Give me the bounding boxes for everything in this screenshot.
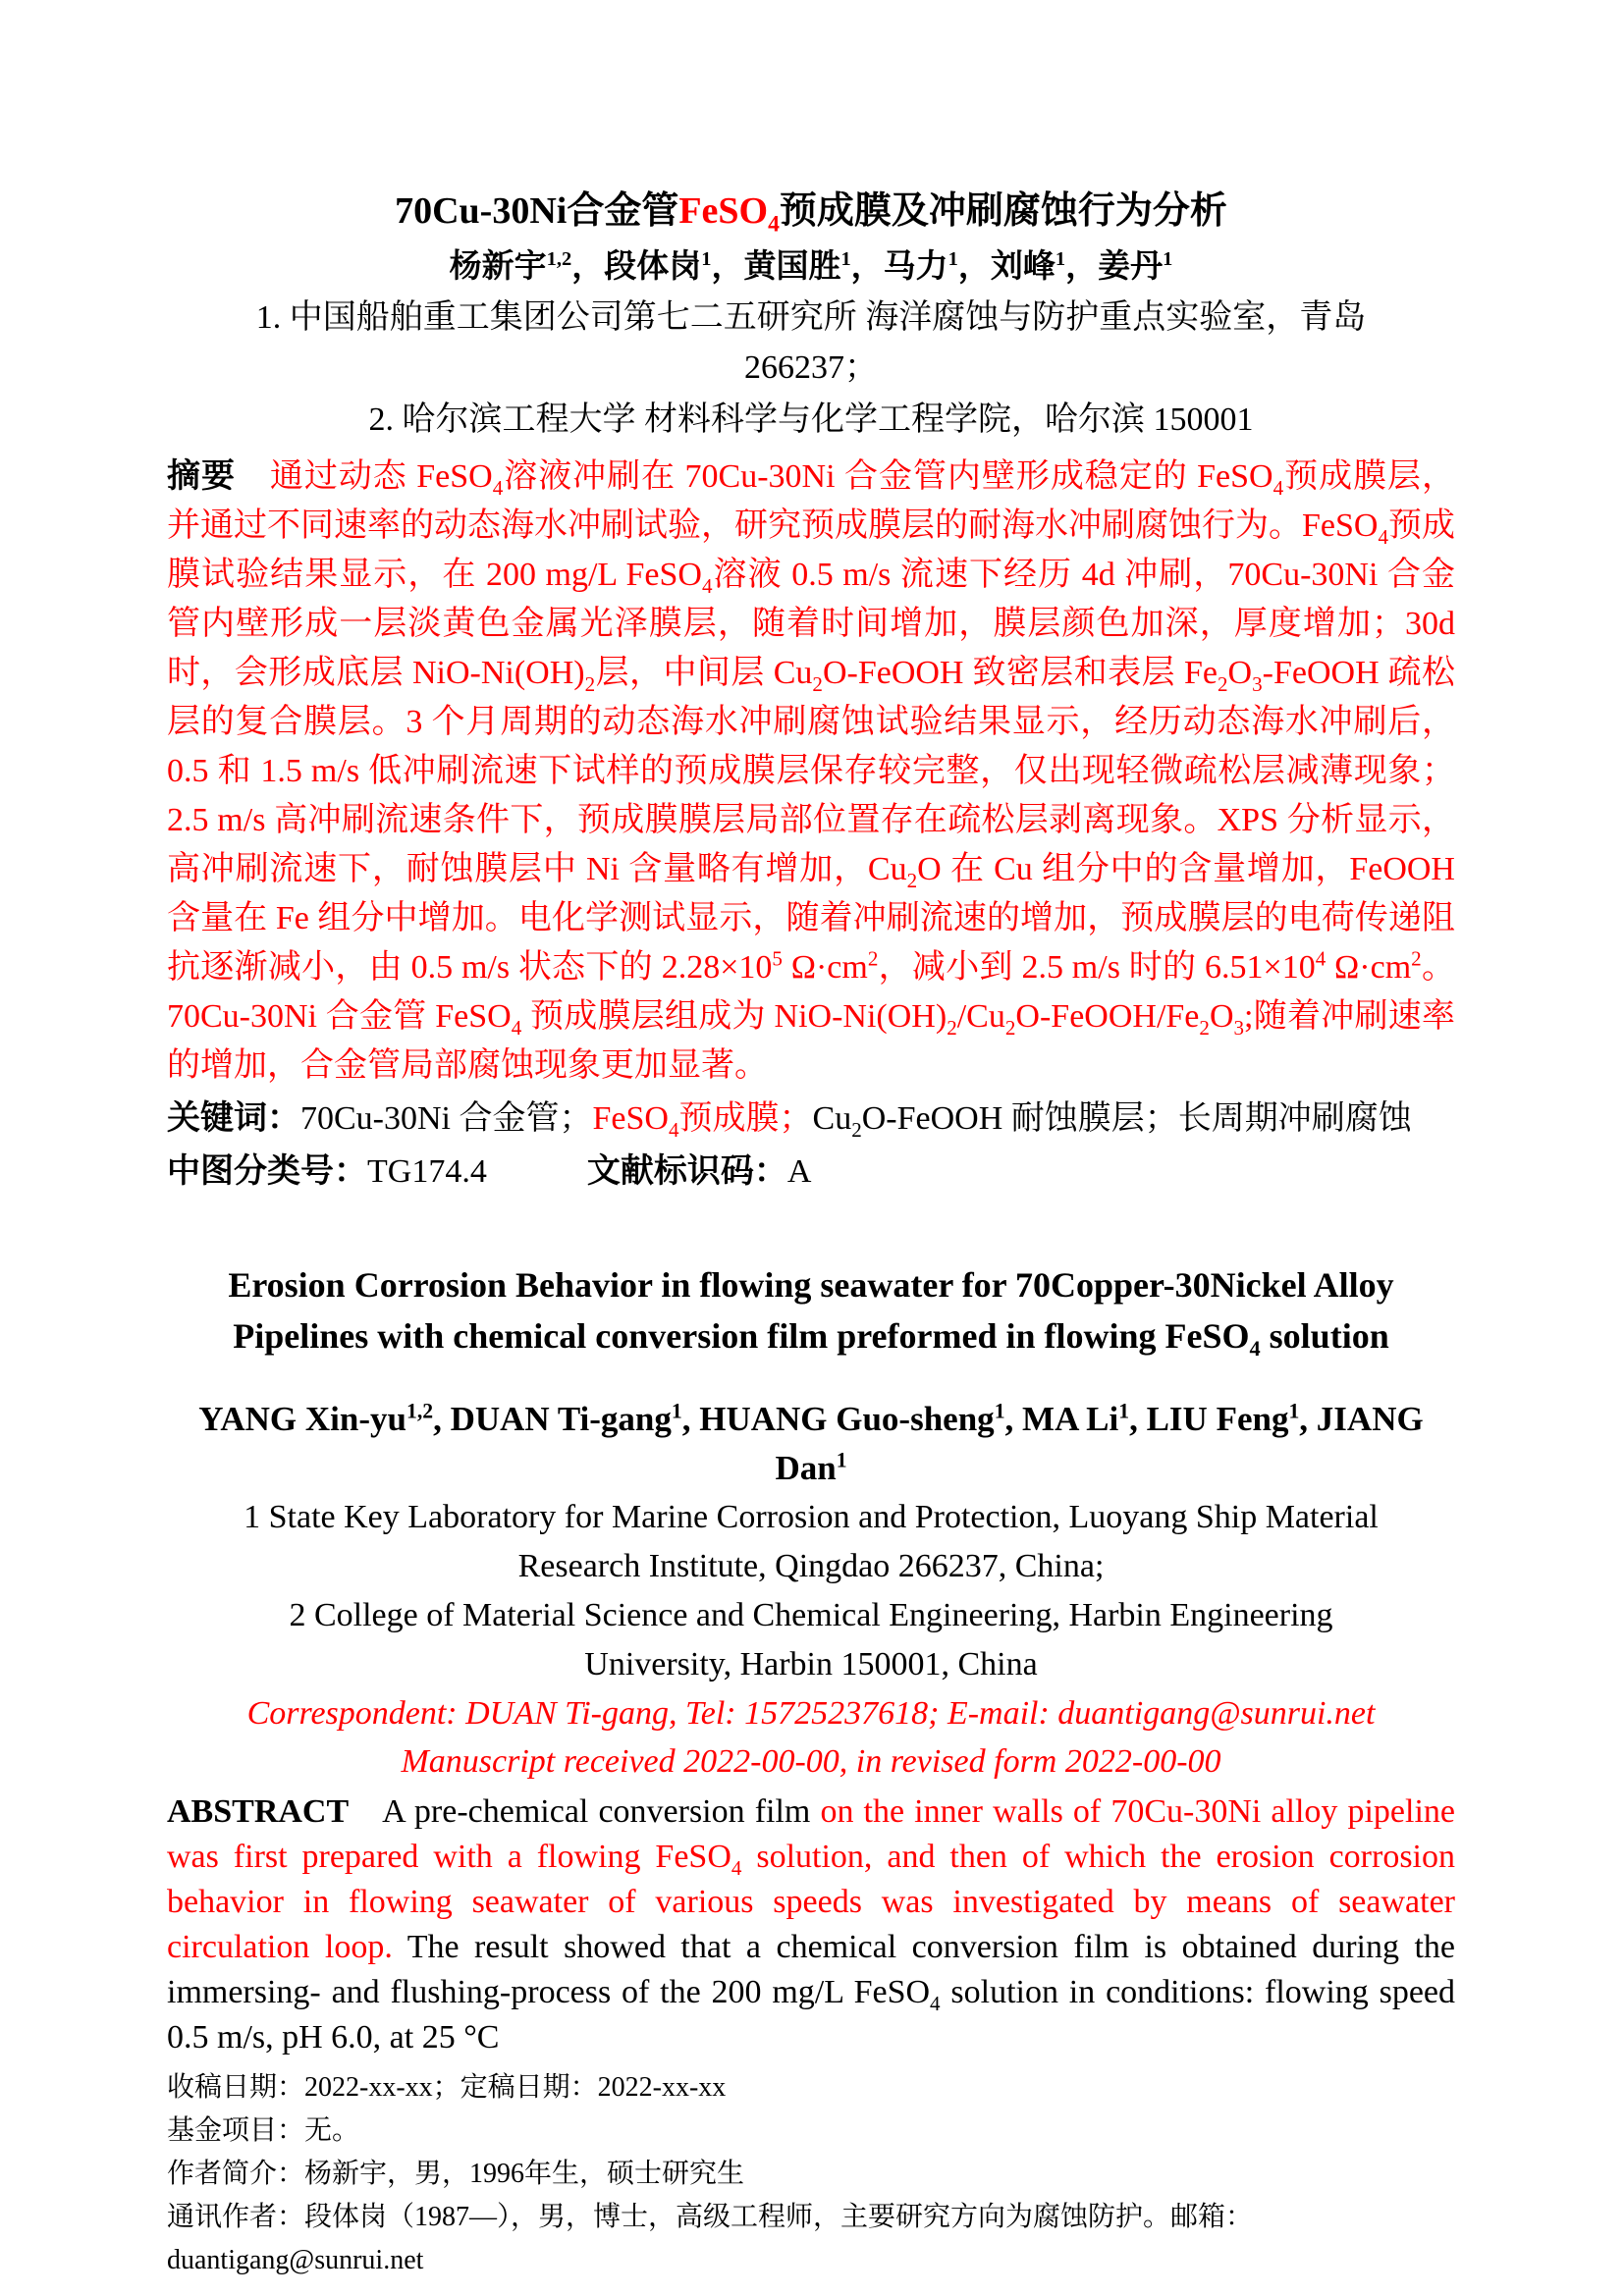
chinese-affiliation-1: 1. 中国船舶重工集团公司第七二五研究所 海洋腐蚀与防护重点实验室，青岛 266237； xyxy=(255,299,1367,386)
english-title: Erosion Corrosion Behavior in flowing seawater for 70Copper-30Nickel Alloy Pipelines with chemical conversion film preformed in flowing FeSO$_4$ solution xyxy=(228,1265,1394,1362)
footnote-corresponding-author: 通讯作者：段体岗（1987—），男，博士，高级工程师，主要研究方向为腐蚀防护。邮箱：duantigang@sunrui.net xyxy=(167,2202,1254,2275)
footnote-received-date: 收稿日期：2022-xx-xx；定稿日期：2022-xx-xx xyxy=(167,2072,727,2103)
chinese-keywords: 关键词：70Cu-30Ni 合金管；FeSO$_4$预成膜；$Cu_2O$-FeOOH 耐蚀膜层；长周期冲刷腐蚀 xyxy=(167,1100,1412,1142)
chinese-title: 70Cu-30Ni合金管FeSO$_4$预成膜及冲刷腐蚀行为分析 xyxy=(395,190,1227,238)
footnote-author-bio: 作者简介：杨新宇，男，1996年生，硕士研究生 xyxy=(167,2159,745,2189)
correspondent-line: Correspondent: DUAN Ti-gang, Tel: 15725237618; E-mail: duantigang@sunrui.net xyxy=(246,1695,1376,1732)
english-affiliation-2: 2 College of Material Science and Chemical Engineering, Harbin Engineering University, Harbin 150001, China xyxy=(289,1597,1333,1682)
english-abstract: ABSTRACT A pre-chemical conversion film on the inner walls of 70Cu-30Ni alloy pipeline was first prepared with a flowing FeSO$_4$ solution, and then of which the erosion corrosion behavior in flowing seawater of various speeds was investigated by means of seawater circulation loop. The result showed that a chemical conversion film is obtained during the immersing- and flushing-process of the 200 mg/L FeSO$_4$ solution in conditions: flowing speed 0.5 m/s, pH 6.0, at 25 °C xyxy=(167,1793,1456,2056)
english-affiliation-1: 1 State Key Laboratory for Marine Corrosion and Protection, Luoyang Ship Material Research Institute, Qingdao 266237, China; xyxy=(244,1499,1379,1584)
english-authors: YANG Xin-yu$^{1,2}$, DUAN Ti-gang$^1$, HUANG Guo-sheng$^1$, MA Li$^1$, LIU Feng$^1$, JIANG Dan$^1$ xyxy=(198,1399,1424,1487)
chinese-authors: 杨新宇$^{1,2}$，段体岗$^1$，黄国胜$^1$，马力$^1$，刘峰$^1$，姜丹$^1$ xyxy=(449,248,1173,285)
chinese-affiliation-2: 2. 哈尔滨工程大学 材料科学与化学工程学院，哈尔滨 150001 xyxy=(368,401,1254,438)
manuscript-received-line: Manuscript received 2022-00-00, in revised form 2022-00-00 xyxy=(401,1743,1221,1780)
footnote-funding: 基金项目：无。 xyxy=(167,2115,360,2146)
footnotes xyxy=(167,2066,1455,2282)
chinese-abstract: 摘要 通过动态 FeSO$_4$溶液冲刷在 70Cu-30Ni 合金管内壁形成稳定的 FeSO$_4$预成膜层，并通过不同速率的动态海水冲刷试验，研究预成膜层的耐海水冲刷腐蚀行为。FeSO$_4$预成膜试验结果显示，在 200 mg/L FeSO$_4$溶液 0.5 m/s 流速下经历 4d 冲刷，70Cu-30Ni 合金管内壁形成一层淡黄色金属光泽膜层，随着时间增加，膜层颜色加深，厚度增加；30d 时，会形成底层 NiO-$Ni(OH)_2$层，中间层 $Cu_2O$-FeOOH 致密层和表层 $Fe_2O_3$-FeOOH 疏松层的复合膜层。3 个月周期的动态海水冲刷腐蚀试验结果显示，经历动态海水冲刷后，0.5 和 1.5 m/s 低冲刷流速下试样的预成膜层保存较完整，仅出现轻微疏松层减薄现象；2.5 m/s 高冲刷流速条件下，预成膜膜层局部位置存在疏松层剥离现象。XPS 分析显示，高冲刷流速下，耐蚀膜层中 Ni 含量略有增加，$Cu_2O$ 在 Cu 组分中的含量增加，FeOOH 含量在 Fe 组分中增加。电化学测试显示，随着冲刷流速的增加，预成膜层的电荷传递阻抗逐渐减小，由 0.5 m/s 状态下的 $2.28\times 10^5$ $\Omega\cdot cm^2$，减小到 2.5 m/s 时的 $6.51\times 10^4$ $\Omega\cdot cm^2$。70Cu-30Ni 合金管 FeSO$_4$ 预成膜层组成为 NiO-$Ni(OH)_2/Cu_2O-FeOOH/Fe_2O_3$;随着冲刷速率的增加，合金管局部腐蚀现象更加显著。 xyxy=(167,458,1456,1084)
classification-line: 中图分类号：TG174.4 文献标识码：A xyxy=(167,1153,812,1190)
